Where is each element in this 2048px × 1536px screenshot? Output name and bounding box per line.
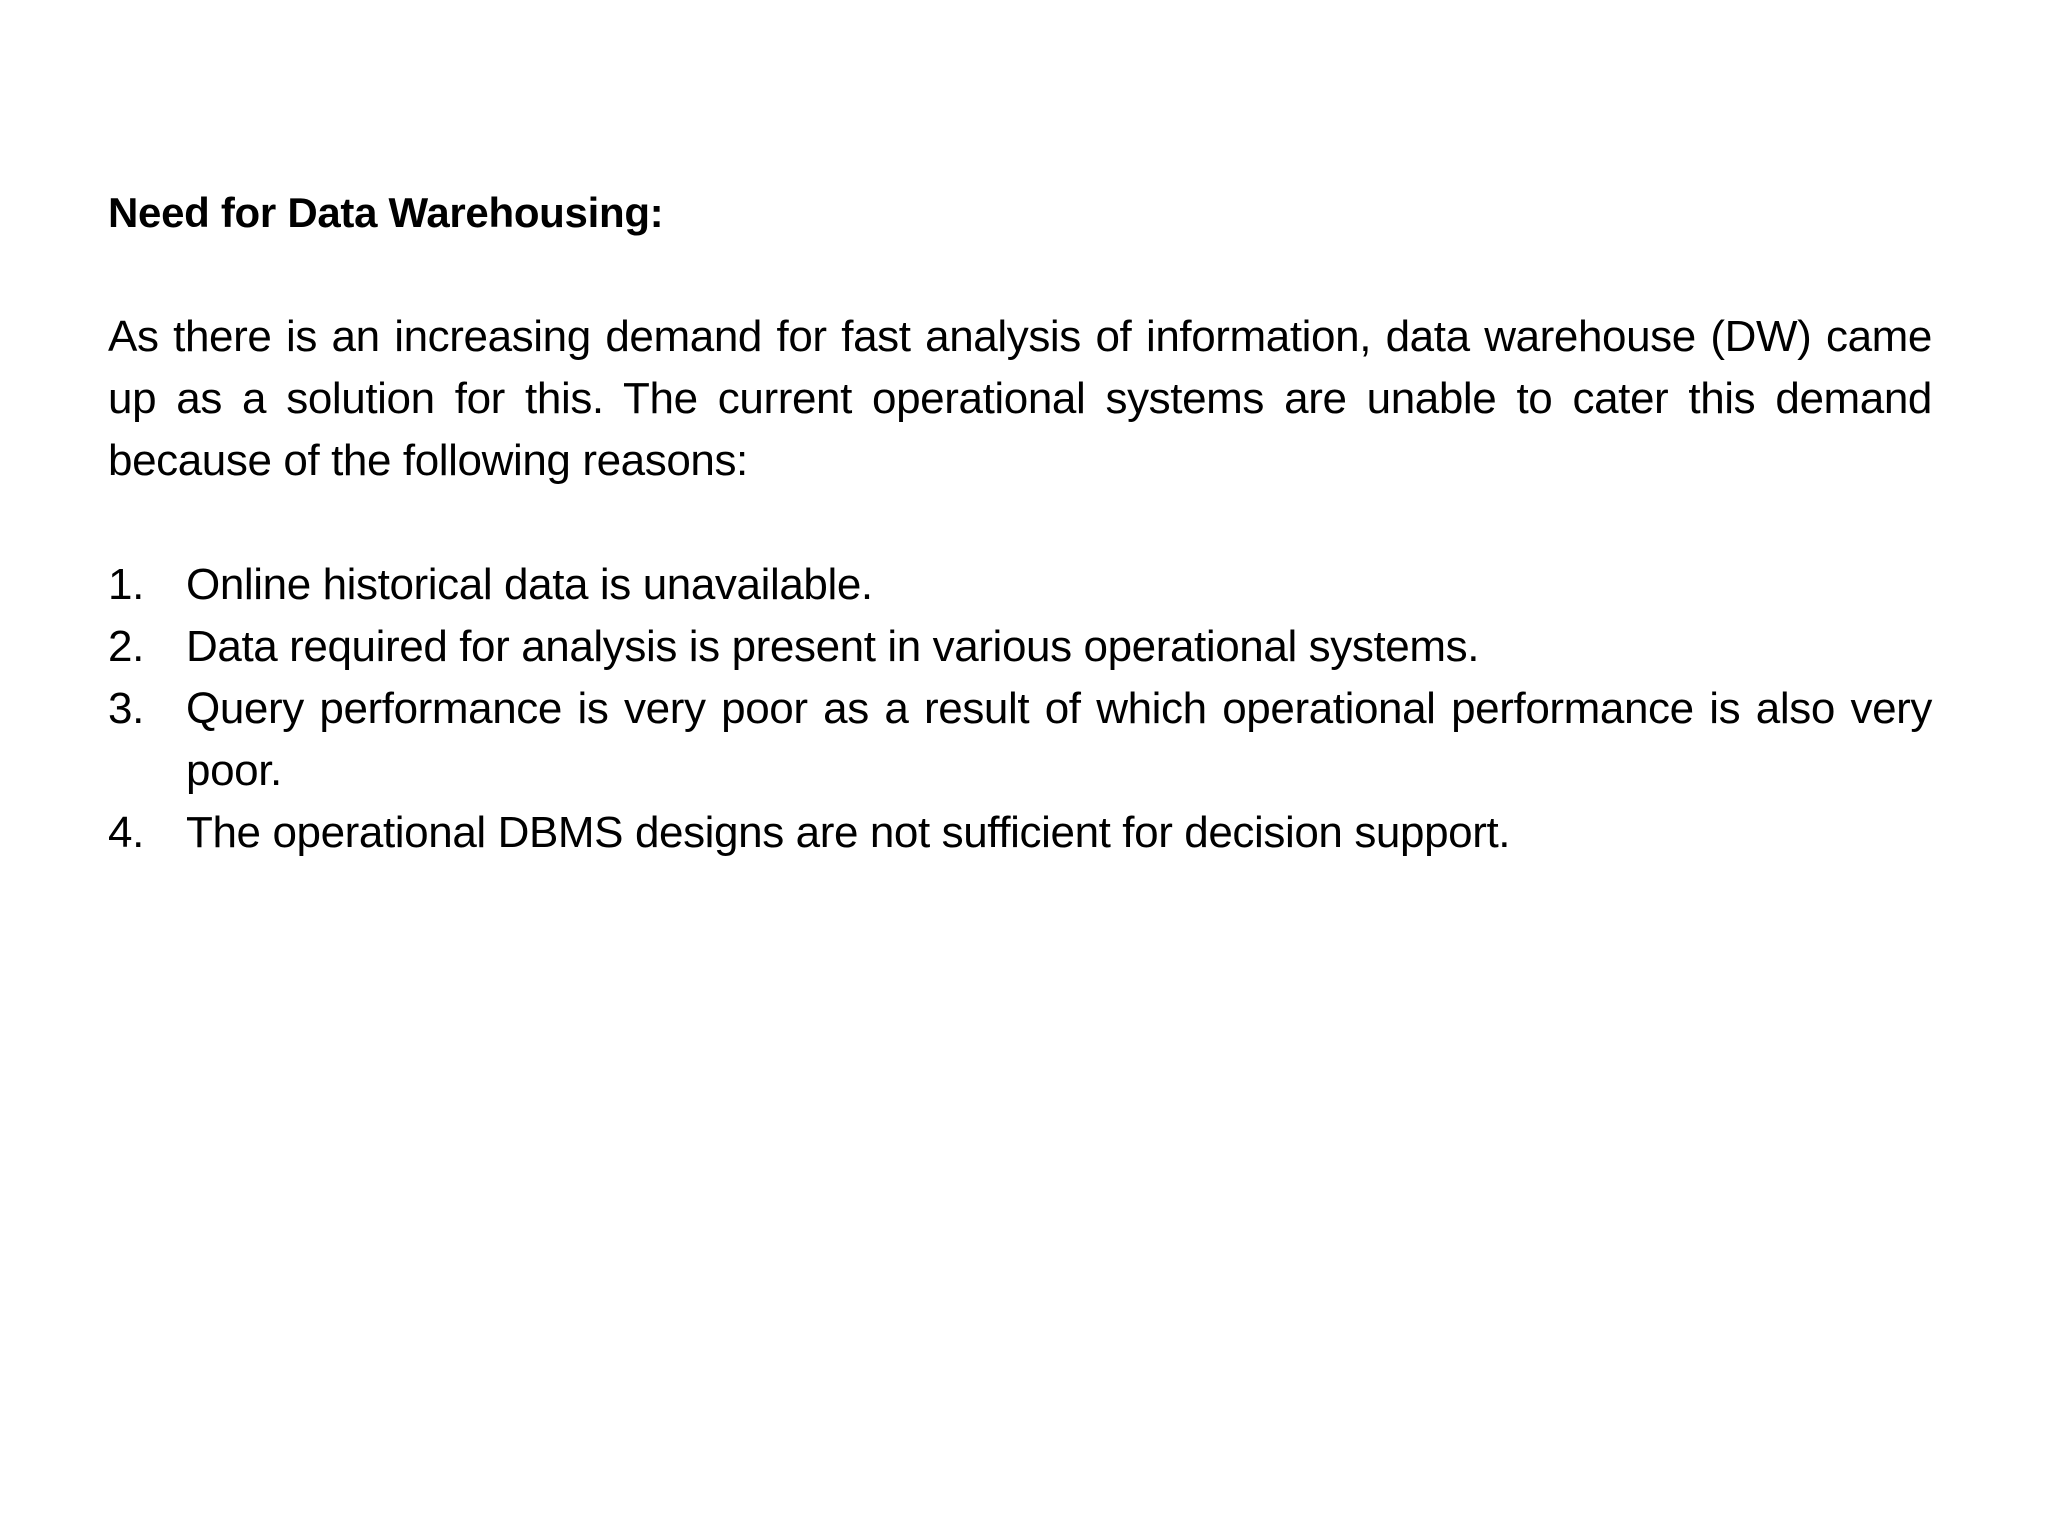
reason-text: Online historical data is unavailable. <box>186 560 873 609</box>
reason-text: Data required for analysis is present in various operational systems. <box>186 622 1480 671</box>
slide-content <box>108 182 1932 864</box>
reason-item-3 <box>108 678 1932 802</box>
reason-item-4 <box>108 802 1932 864</box>
intro-paragraph: As there is an increasing demand for fast analysis of information, data warehouse (DW) came up as a solution for this. The current operational systems are unable to cater this demand because of the following reasons: <box>108 312 1932 485</box>
reason-number: 2. <box>108 622 144 671</box>
slide-heading: Need for Data Warehousing: <box>108 189 664 236</box>
reason-number: 4. <box>108 808 144 857</box>
reason-text: Query performance is very poor as a result of which operational performance is also very poor. <box>186 684 1932 795</box>
reason-item-2 <box>108 616 1932 678</box>
reason-item-1 <box>108 554 1932 616</box>
reasons-list <box>108 554 1932 864</box>
reason-number: 3. <box>108 684 144 733</box>
reason-number: 1. <box>108 560 144 609</box>
reason-text: The operational DBMS designs are not sufficient for decision support. <box>186 808 1511 857</box>
